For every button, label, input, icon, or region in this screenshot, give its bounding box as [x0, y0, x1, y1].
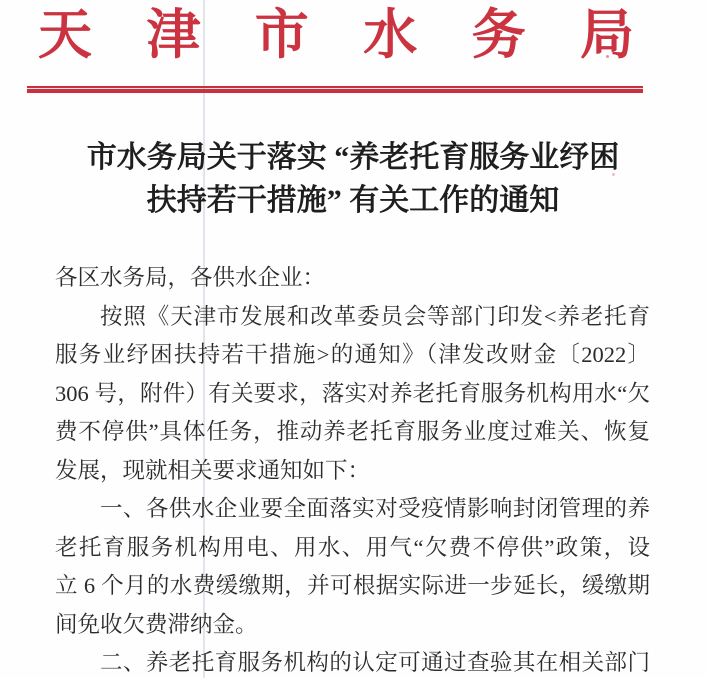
body-line: 306 号，附件）有关要求，落实对养老托育服务机构用水“欠 [55, 380, 650, 406]
body-line: 按照《天津市发展和改革委员会等部门印发<养老托育 [100, 303, 650, 329]
body-line: 老托育服务机构用电、用水、用气“欠费不停供”政策，设 [55, 534, 650, 560]
body-line: 发展，现就相关要求通知如下： [55, 457, 371, 483]
document-title-line1: 市水务局关于落实 “养老托育服务业纾困 [86, 141, 620, 174]
body-line: 立 6 个月的水费缓缴期，并可根据实际进一步延长，缓缴期 [55, 573, 650, 598]
body-line-salutation: 各区水务局，各供水企业： [55, 265, 326, 290]
body-line: 服务业纾困扶持若干措施>的通知》（津发改财金〔2022〕 [55, 342, 650, 367]
document-body [55, 259, 650, 678]
document-title [0, 136, 706, 222]
body-line-item-1: 一、各供水企业要全面落实对受疫情影响封闭管理的养 [100, 496, 650, 521]
agency-masthead: 天 津 市 水 务 局 [38, 5, 634, 65]
red-divider-rule [27, 86, 643, 93]
body-line: 费不停供”具体任务，推动养老托育服务业度过难关、恢复 [55, 419, 650, 444]
body-line-item-2: 二、养老托育服务机构的认定可通过查验其在相关部门 [100, 650, 650, 675]
body-line: 间免收欠费滞纳金。 [55, 611, 258, 637]
document-title-line2: 扶持若干措施” 有关工作的通知 [146, 184, 560, 217]
